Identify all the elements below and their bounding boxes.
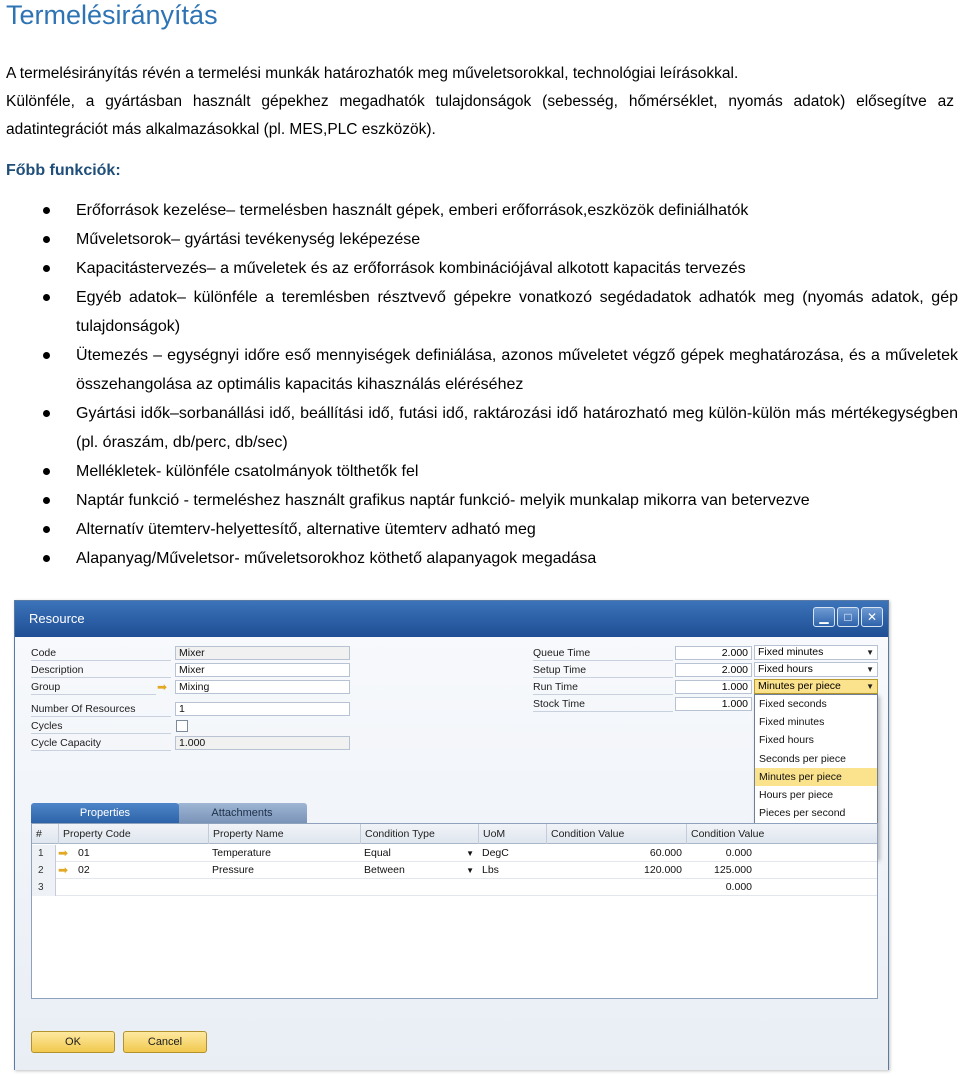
bullet-icon [43, 410, 50, 417]
setup-time-label: Setup Time [533, 664, 587, 676]
condition-value-2-cell[interactable]: 0.000 [725, 847, 752, 859]
column-header[interactable]: Condition Value [686, 824, 877, 844]
condition-type-value: Between [364, 864, 405, 876]
list-item [0, 399, 960, 457]
cycles-label: Cycles [31, 720, 63, 732]
condition-type-cell[interactable] [360, 879, 478, 896]
run-time-unit-select[interactable] [754, 679, 878, 694]
property-name-cell[interactable]: Pressure [212, 864, 255, 876]
condition-type-value: Equal [364, 847, 391, 859]
intro-paragraph-1: A termelésirányítás révén a termelési munkák határozhatók meg műveletsorokkal, technológiai leírásokkal. [6, 65, 739, 82]
properties-table [31, 823, 878, 999]
property-code-cell[interactable] [74, 879, 208, 896]
column-header[interactable]: Condition Type [360, 824, 478, 844]
bullet-icon [43, 236, 50, 243]
num-resources-label: Number Of Resources [31, 703, 136, 715]
link-arrow-icon[interactable]: ➡ [58, 863, 69, 877]
functions-heading: Főbb funkciók: [6, 162, 121, 179]
divider [533, 694, 673, 695]
minimize-button[interactable]: ▁ [813, 607, 835, 627]
dropdown-option[interactable]: Fixed minutes [759, 716, 825, 729]
cycles-checkbox[interactable] [176, 720, 188, 732]
queue-time-unit-value: Fixed minutes [758, 646, 824, 658]
property-code-cell[interactable]: 01 [78, 847, 90, 859]
property-name-cell[interactable]: Temperature [212, 847, 271, 859]
function-text: Gyártási idők–sorbanállási idő, beállítási idő, futási idő, raktározási idő határozható meg külön-külön más mértékegységben (pl. óraszám, db/perc, db/sec) [76, 405, 958, 451]
dropdown-option[interactable]: Pieces per second [759, 807, 846, 820]
setup-time-field[interactable]: 2.000 [675, 663, 752, 677]
queue-time-field[interactable]: 2.000 [675, 646, 752, 660]
function-text: Erőforrások kezelése– termelésben használt gépek, emberi erőforrások,eszközök definiálhatók [76, 202, 749, 219]
dropdown-option[interactable]: Hours per piece [759, 788, 834, 801]
divider [31, 660, 171, 661]
cycle-capacity-field[interactable]: 1.000 [175, 736, 350, 750]
column-header[interactable]: Property Code [58, 824, 208, 844]
chevron-down-icon: ▼ [466, 849, 474, 858]
cancel-button[interactable]: Cancel [123, 1031, 207, 1053]
table-row[interactable] [32, 845, 877, 862]
group-label: Group [31, 681, 61, 693]
list-item [0, 254, 960, 283]
uom-cell[interactable]: Lbs [482, 864, 499, 876]
window-titlebar[interactable] [15, 601, 888, 637]
table-row[interactable] [32, 879, 877, 896]
group-field[interactable]: Mixing [175, 680, 350, 694]
bullet-icon [43, 497, 50, 504]
condition-value-2-cell[interactable]: 0.000 [725, 881, 752, 893]
list-item [0, 515, 960, 544]
dropdown-option[interactable]: Fixed hours [759, 734, 814, 747]
row-number: 3 [32, 879, 56, 896]
description-field[interactable]: Mixer [175, 663, 350, 677]
dropdown-option-selected[interactable]: Minutes per piece [755, 768, 877, 786]
tab-attachments[interactable]: Attachments [177, 803, 307, 823]
tab-properties[interactable]: Properties [31, 803, 179, 823]
condition-type-cell[interactable] [360, 845, 478, 862]
run-time-label: Run Time [533, 681, 578, 693]
resource-window [14, 600, 889, 1070]
cycle-capacity-label: Cycle Capacity [31, 737, 102, 749]
stock-time-field[interactable]: 1.000 [675, 697, 752, 711]
function-text: Kapacitástervezés– a műveletek és az erőforrások kombinációjával alkotott kapacitás tervezés [76, 260, 746, 277]
function-text: Ütemezés – egységnyi időre eső mennyiségek definiálása, azonos műveletet végző gépek meghatározása, és a műveletek összehangolása az optimális kapacitás kihasználás eléréséhez [76, 347, 958, 393]
uom-cell[interactable]: DegC [482, 847, 509, 859]
stock-time-label: Stock Time [533, 698, 585, 710]
chevron-down-icon: ▼ [866, 648, 874, 657]
maximize-button[interactable]: □ [837, 607, 859, 627]
bullet-icon [43, 468, 50, 475]
intro-text [6, 60, 954, 144]
bullet-icon [43, 352, 50, 359]
setup-time-unit-select[interactable] [754, 662, 878, 677]
function-text: Alternatív ütemterv-helyettesítő, alternative ütemterv adható meg [76, 521, 536, 538]
bullet-icon [43, 526, 50, 533]
form-area [15, 637, 888, 1070]
intro-paragraph-2: Különféle, a gyártásban használt gépekhez megadhatók tulajdonságok (sebesség, hőmérséklet, nyomás adatok) elősegítve az adatintegrációt más alkalmazásokkal (pl. MES,PLC eszközök). [6, 93, 954, 138]
function-text: Egyéb adatok– különféle a teremlésben résztvevő gépekre vonatkozó segédadatok adhatók meg (nyomás adatok, gép tulajdonságok) [76, 289, 958, 335]
divider [533, 660, 673, 661]
window-title: Resource [29, 611, 85, 626]
dropdown-option[interactable]: Seconds per piece [759, 752, 846, 765]
queue-time-label: Queue Time [533, 647, 591, 659]
list-item [0, 486, 960, 515]
function-text: Alapanyag/Műveletsor- műveletsorokhoz köthető alapanyagok megadása [76, 550, 597, 567]
run-time-unit-value: Minutes per piece [758, 680, 841, 692]
table-row[interactable] [32, 862, 877, 879]
function-text: Naptár funkció - termeléshez használt grafikus naptár funkció- melyik munkalap mikorra van betervezve [76, 492, 810, 509]
list-item [0, 283, 960, 341]
close-button[interactable]: ✕ [861, 607, 883, 627]
condition-value-2-cell[interactable]: 125.000 [714, 864, 752, 876]
property-code-cell[interactable]: 02 [78, 864, 90, 876]
condition-type-cell[interactable] [360, 862, 478, 879]
code-label: Code [31, 647, 57, 659]
bullet-icon [43, 207, 50, 214]
chevron-down-icon: ▼ [866, 682, 874, 691]
divider [533, 677, 673, 678]
bullet-icon [43, 265, 50, 272]
bullet-icon [43, 294, 50, 301]
function-text: Műveletsorok– gyártási tevékenység leképezése [76, 231, 421, 248]
divider [533, 711, 673, 712]
divider [31, 677, 171, 678]
column-header[interactable]: Property Name [208, 824, 360, 844]
uom-cell[interactable] [478, 879, 546, 896]
chevron-down-icon: ▼ [466, 866, 474, 875]
list-item [0, 196, 960, 225]
dropdown-option[interactable]: Fixed seconds [759, 698, 827, 710]
row-number: 2 [32, 862, 56, 879]
list-item [0, 341, 960, 399]
page-title: Termelésirányítás [6, 0, 218, 30]
divider [31, 694, 156, 695]
column-header[interactable]: Condition Value [546, 824, 686, 844]
list-item [0, 225, 960, 254]
divider [31, 750, 171, 751]
divider [31, 716, 171, 717]
num-resources-field[interactable]: 1 [175, 702, 350, 716]
code-field[interactable]: Mixer [175, 646, 350, 660]
link-arrow-icon[interactable]: ➡ [58, 846, 69, 860]
table-header [32, 824, 877, 844]
list-item [0, 544, 960, 573]
queue-time-unit-select[interactable] [754, 645, 878, 660]
condition-value-cell[interactable] [546, 879, 686, 896]
row-number: 1 [32, 845, 56, 862]
condition-value-cell[interactable]: 120.000 [644, 864, 682, 876]
bullet-icon [43, 555, 50, 562]
link-arrow-icon[interactable]: ➡ [157, 680, 168, 694]
chevron-down-icon: ▼ [866, 665, 874, 674]
list-item [0, 457, 960, 486]
property-name-cell[interactable] [208, 879, 360, 896]
condition-value-cell[interactable]: 60.000 [649, 847, 682, 859]
ok-button[interactable]: OK [31, 1031, 115, 1053]
setup-time-unit-value: Fixed hours [758, 663, 813, 675]
run-time-field[interactable]: 1.000 [675, 680, 752, 694]
divider [31, 733, 171, 734]
column-header[interactable]: # [36, 828, 42, 840]
column-header[interactable]: UoM [478, 824, 546, 844]
functions-list [0, 196, 960, 573]
description-label: Description [31, 664, 84, 676]
function-text: Mellékletek- különféle csatolmányok tölthetők fel [76, 463, 419, 480]
